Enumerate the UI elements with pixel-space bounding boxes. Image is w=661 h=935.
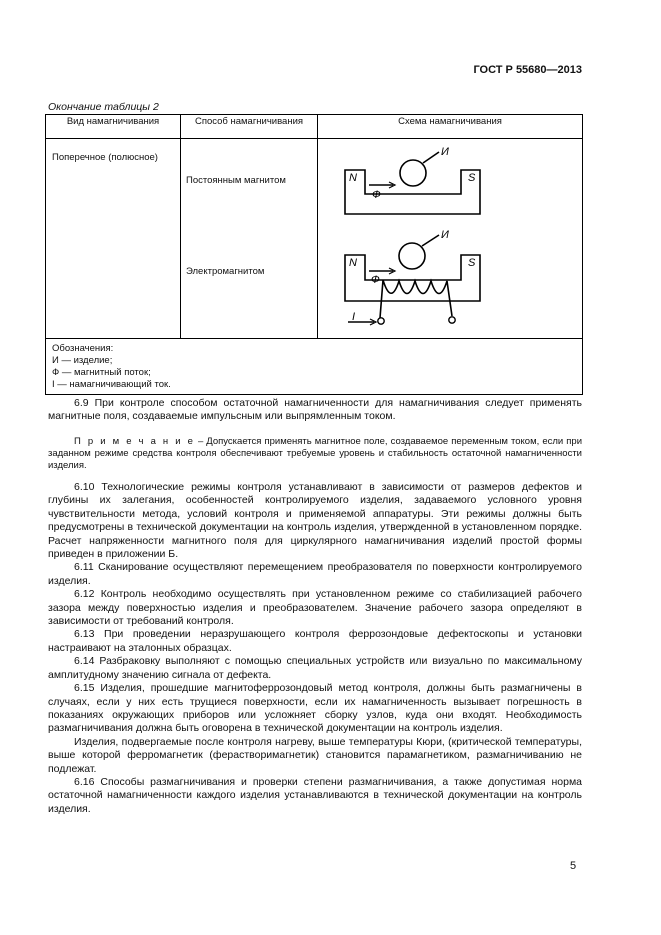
leader-line-2: [422, 235, 439, 246]
label-item-1: И: [441, 146, 449, 158]
magnet-yoke-2: [345, 255, 480, 301]
table-caption: Окончание таблицы 2: [48, 101, 159, 113]
method-permanent-magnet: Постоянным магнитом: [186, 175, 286, 186]
legend-flux: Ф — магнитный поток;: [52, 367, 151, 378]
coil-winding: [380, 280, 452, 318]
method-electromagnet: Электромагнитом: [186, 266, 265, 277]
label-current: I: [352, 311, 356, 323]
label-flux-2: Ф: [371, 274, 380, 286]
legend-item: И — изделие;: [52, 355, 113, 366]
magnetization-type: Поперечное (полюсное): [52, 152, 158, 163]
note-block: [48, 436, 582, 473]
label-north-1: N: [349, 172, 357, 184]
terminal-right: [449, 317, 455, 323]
magnet-yoke-1: [345, 170, 480, 214]
label-flux-1: Ф: [372, 189, 381, 201]
label-south-1: S: [468, 172, 476, 184]
label-item-2: И: [441, 229, 449, 241]
paragraph-curie: Изделия, подвергаемые после контроля нагреву, выше температуры Кюри, (критической температуры, выше которой ферромагнетик (ферастворимагнетик) становится парамагнетиком, размагничиванию не подлежат.: [48, 735, 582, 775]
item-circle-1: [400, 160, 426, 186]
paragraph-6-11: 6.11 Сканирование осуществляют перемещением преобразователя по поверхности контролируемого изделия.: [48, 561, 582, 587]
column-header-method: Способ намагничивания: [181, 115, 318, 139]
terminal-left: [378, 318, 384, 324]
page-number: 5: [570, 860, 577, 872]
paragraph-6-13: 6.13 При проведении неразрушающего контроля феррозондовые дефектоскопы и установки настраивают на эталонных образцах.: [48, 628, 582, 654]
paragraph-6-9-block: [48, 397, 582, 424]
legend-title: Обозначения:: [52, 343, 114, 354]
note-text: – Допускается применять магнитное поле, создаваемое переменным током, если при заданном режиме средства контроля обеспечивают требуемые уровень и стабильность остаточной намагниченности изделия.: [48, 436, 582, 472]
leader-line-1: [423, 152, 439, 163]
label-north-2: N: [349, 257, 357, 269]
paragraph-6-9: 6.9 При контроле способом остаточной намагниченности для намагничивания следует применять магнитные поля, создаваемые импульсным или выпрямленным током.: [48, 397, 582, 423]
legend-current: I — намагничивающий ток.: [52, 379, 171, 390]
note-label: П р и м е ч а н и е: [74, 436, 195, 447]
paragraph-6-10: 6.10 Технологические режимы контроля устанавливают в зависимости от размеров дефектов и глубины их залегания, особенностей контролируемого изделия, задаваемого условного уровня чувствительности метода, условий контроля и применяемой аппаратуры. Эти режимы должны быть предусмотрены в технической документации на контроль изделия, утвержденной в установленном порядке. Расчет напряженности магнитного поля для циркулярного намагничивания изделий простой формы приведен в приложении Б.: [48, 481, 582, 561]
column-header-scheme: Схема намагничивания: [318, 115, 583, 139]
column-header-type: Вид намагничивания: [46, 115, 181, 139]
paragraph-6-12: 6.12 Контроль необходимо осуществлять при установленном режиме со стабилизацией рабочего зазора между поверхностью изделия и преобразователем. Значение рабочего зазора определяют в зависимости от требований контроля.: [48, 588, 582, 628]
paragraph-6-15: 6.15 Изделия, прошедшие магнитоферрозондовый метод контроля, должны быть размагничены в случаях, если у них есть трущиеся поверхности, если их намагниченность вызывает погрешность в показаниях окружающих приборов или усложняет сборку узлов, куда они входят. Необходимость размагничивания должна быть оговорена в технической документации на контроль изделия.: [48, 682, 582, 735]
paragraph-6-14: 6.14 Разбраковку выполняют с помощью специальных устройств или визуально по максимальному амплитудному значению сигнала от дефекта.: [48, 655, 582, 681]
item-circle-2: [399, 243, 425, 269]
paragraph-6-16: 6.16 Способы размагничивания и проверки степени размагничивания, а также допустимая норма остаточной намагниченности каждого изделия устанавливаются в технической документации на контроль изделия.: [48, 775, 582, 815]
paragraphs-main: [48, 481, 582, 816]
standard-designation: ГОСТ Р 55680—2013: [473, 64, 582, 76]
label-south-2: S: [468, 257, 476, 269]
